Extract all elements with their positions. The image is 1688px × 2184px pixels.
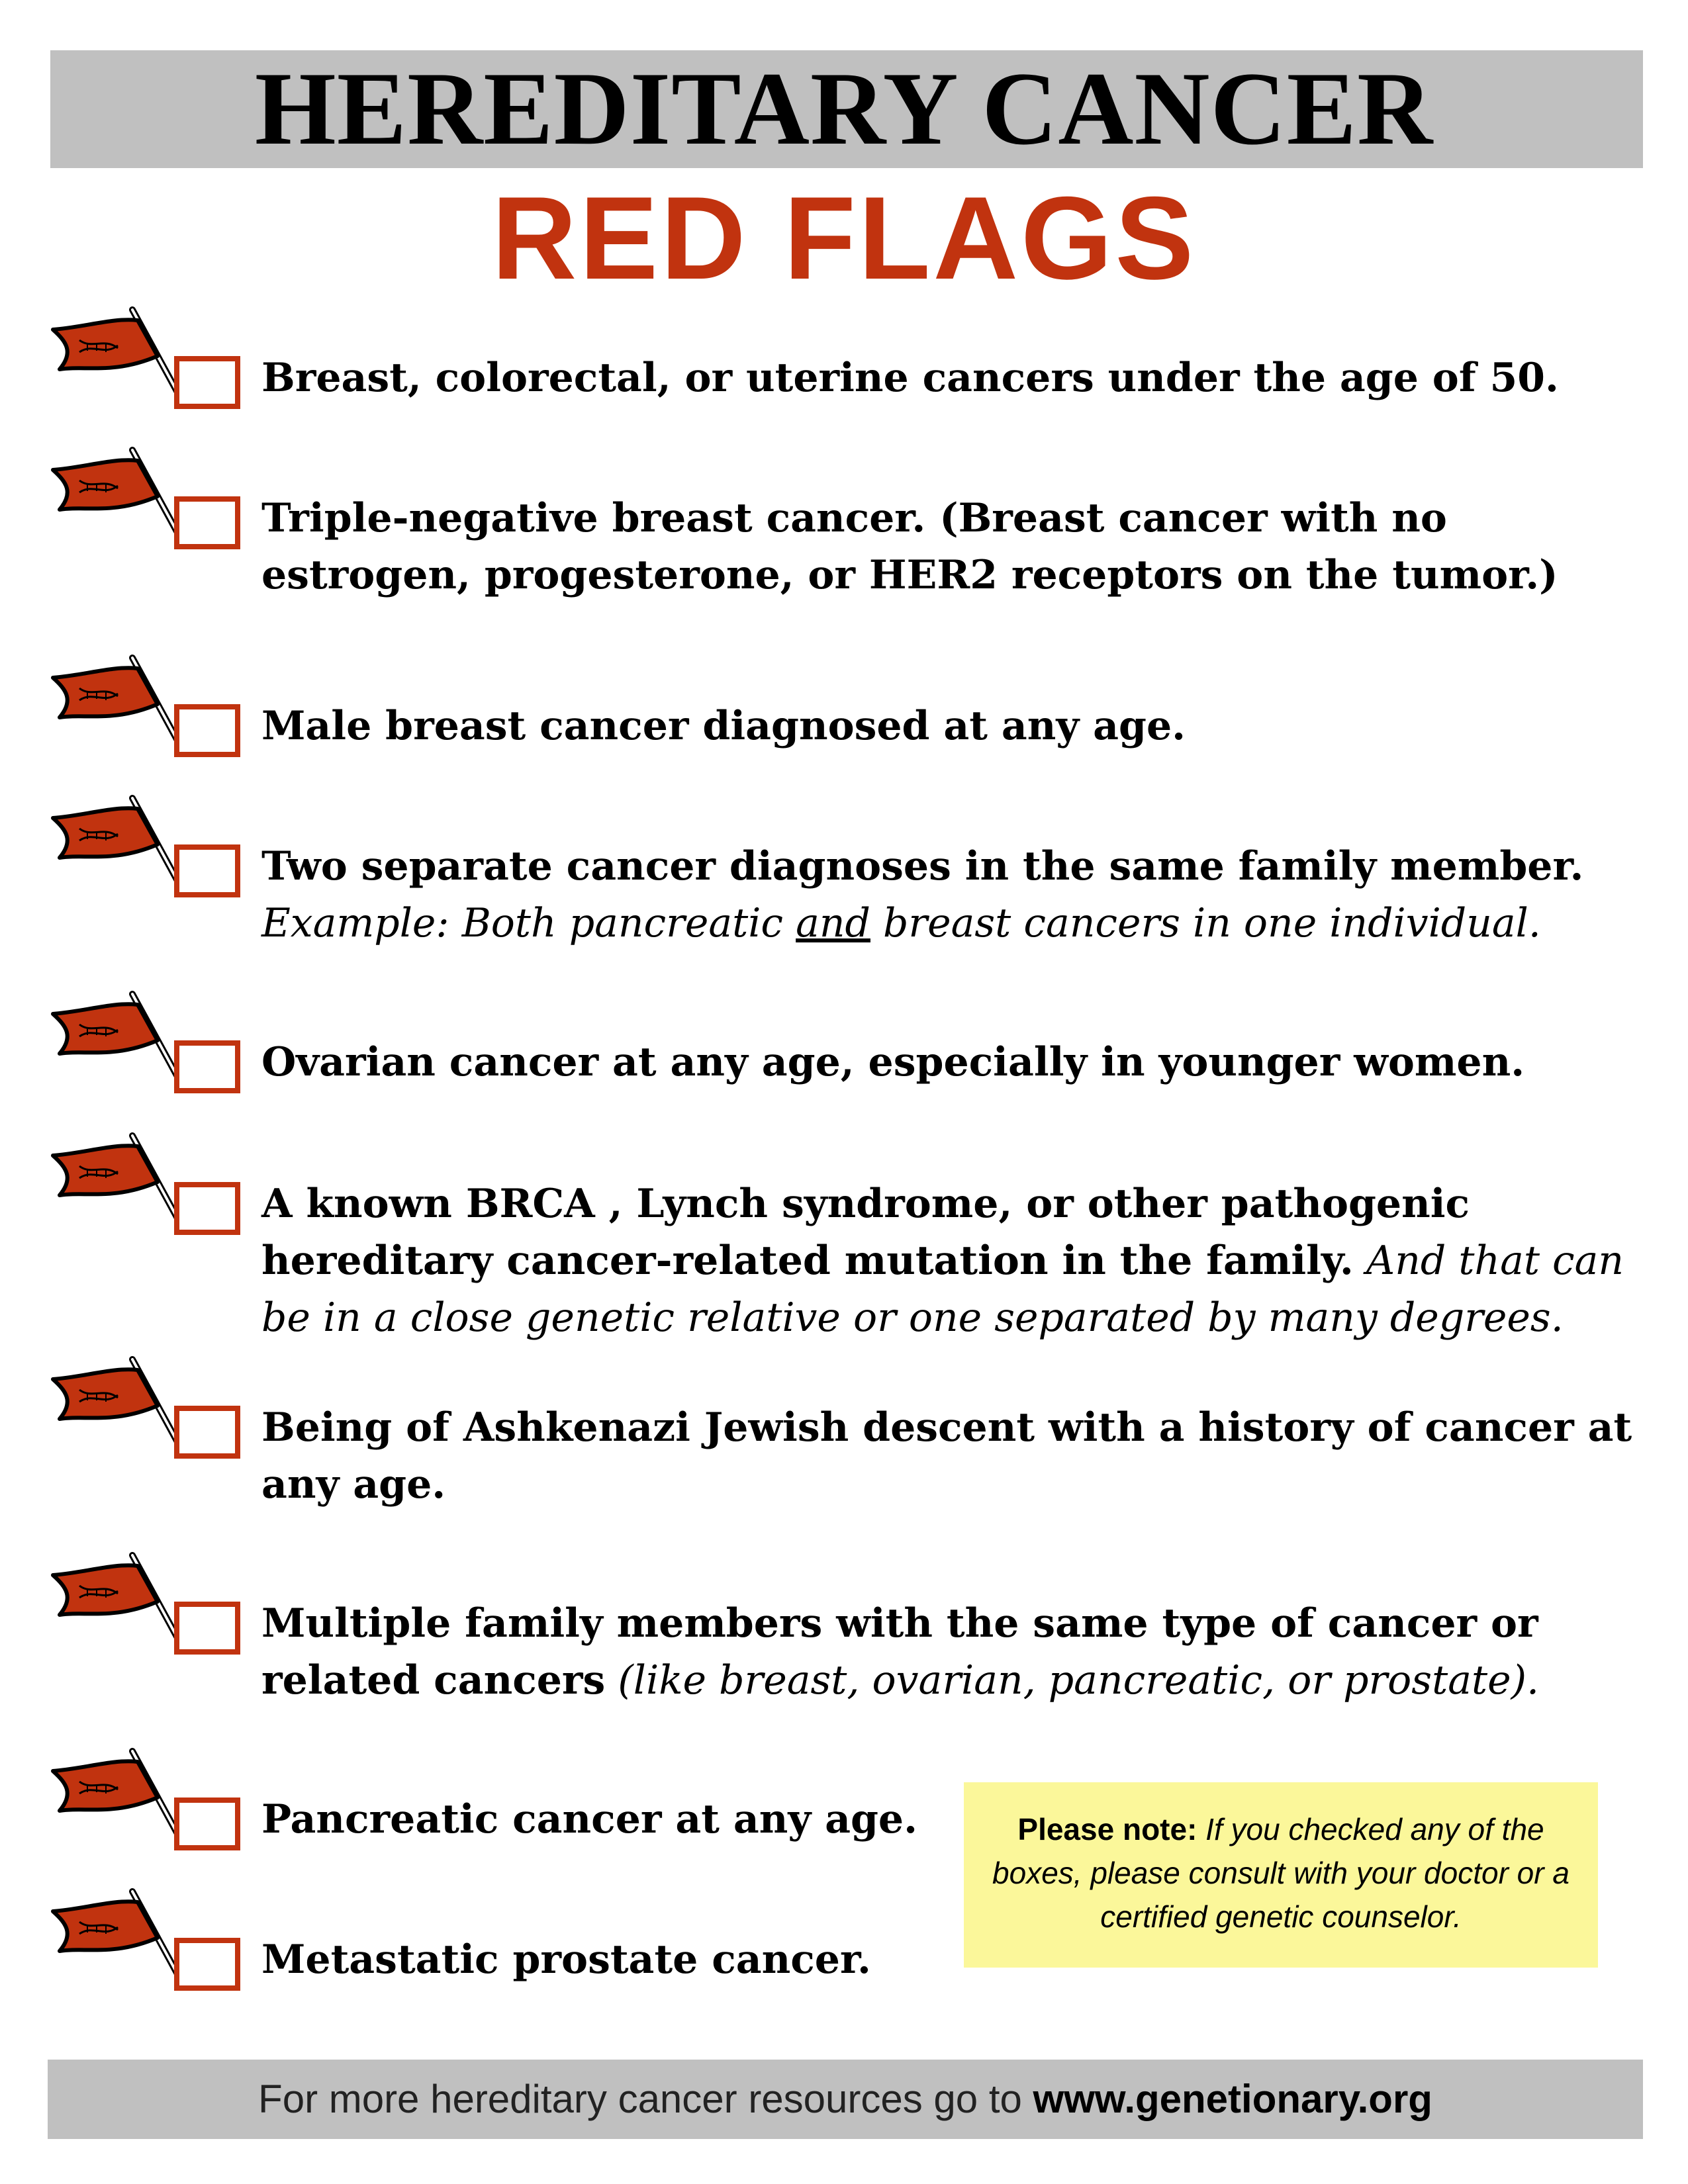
item-label: Pancreatic cancer at any age. [261,1796,917,1843]
red-flag-icon [40,304,192,404]
item-label: Multiple family members with the same type of cancer or related cancers [261,1600,1538,1704]
item-label: Male breast cancer diagnosed at any age. [261,703,1186,749]
checkbox[interactable] [174,1182,240,1235]
item-example-end: breast cancers in one individual. [870,900,1541,946]
item-label: Two separate cancer diagnoses in the same family member. [261,843,1584,889]
red-flag-icon [40,1130,192,1230]
item-text [261,698,1658,754]
item-text [261,349,1658,406]
checkbox[interactable] [174,704,240,757]
note-text: If you checked any of the boxes, please consult with your doctor or a certified genetic counselor. [992,1812,1570,1934]
note-label: Please note: [1017,1812,1197,1846]
item-label: Ovarian cancer at any age, especially in younger women. [261,1039,1525,1085]
item-label: Triple-negative breast cancer. (Breast cancer with no estrogen, progesterone, or HER2 receptors on the tumor.) [261,495,1558,598]
item-text [261,1175,1658,1346]
item-text [261,1399,1658,1513]
red-flag-icon [40,1886,192,1985]
item-text [261,1791,990,1848]
checkbox[interactable] [174,496,240,549]
item-text [261,1595,1658,1709]
item-text [261,1034,1658,1091]
page-subtitle: RED FLAGS [491,172,1197,304]
page-title: HEREDITARY CANCER [254,51,1434,167]
item-label: Being of Ashkenazi Jewish descent with a history of cancer at any age. [261,1404,1632,1508]
item-label: Metastatic prostate cancer. [261,1936,871,1983]
item-label: A known BRCA , Lynch syndrome, or other pathogenic hereditary cancer-related mutation in the family. [261,1181,1470,1284]
please-note-box [964,1782,1598,1968]
item-label: Breast, colorectal, or uterine cancers under the age of 50. [261,355,1559,401]
checkbox[interactable] [174,1406,240,1459]
checkbox[interactable] [174,844,240,897]
checkbox[interactable] [174,1040,240,1093]
red-flag-icon [40,445,192,544]
red-flag-icon [40,1550,192,1649]
checkbox[interactable] [174,1602,240,1655]
checkbox[interactable] [174,1938,240,1991]
footer-link[interactable]: www.genetionary.org [1033,2077,1432,2121]
red-flag-icon [40,989,192,1088]
item-example: Example: Both pancreatic [261,900,796,946]
red-flag-icon [40,1354,192,1453]
checkbox[interactable] [174,1797,240,1850]
item-text [261,490,1658,604]
checkbox[interactable] [174,356,240,409]
red-flag-icon [40,653,192,752]
footer-text: For more hereditary cancer resources go to [258,2077,1033,2121]
item-note: And that can be in a close genetic relative or one separated by many degrees. [261,1238,1624,1341]
red-flag-icon [40,1746,192,1845]
item-text [261,1931,990,1988]
footer [48,2060,1643,2139]
item-example-underlined: and [796,900,870,946]
red-flag-icon [40,793,192,892]
item-note: (like breast, ovarian, pancreatic, or prostate). [605,1657,1540,1704]
item-text [261,838,1658,952]
